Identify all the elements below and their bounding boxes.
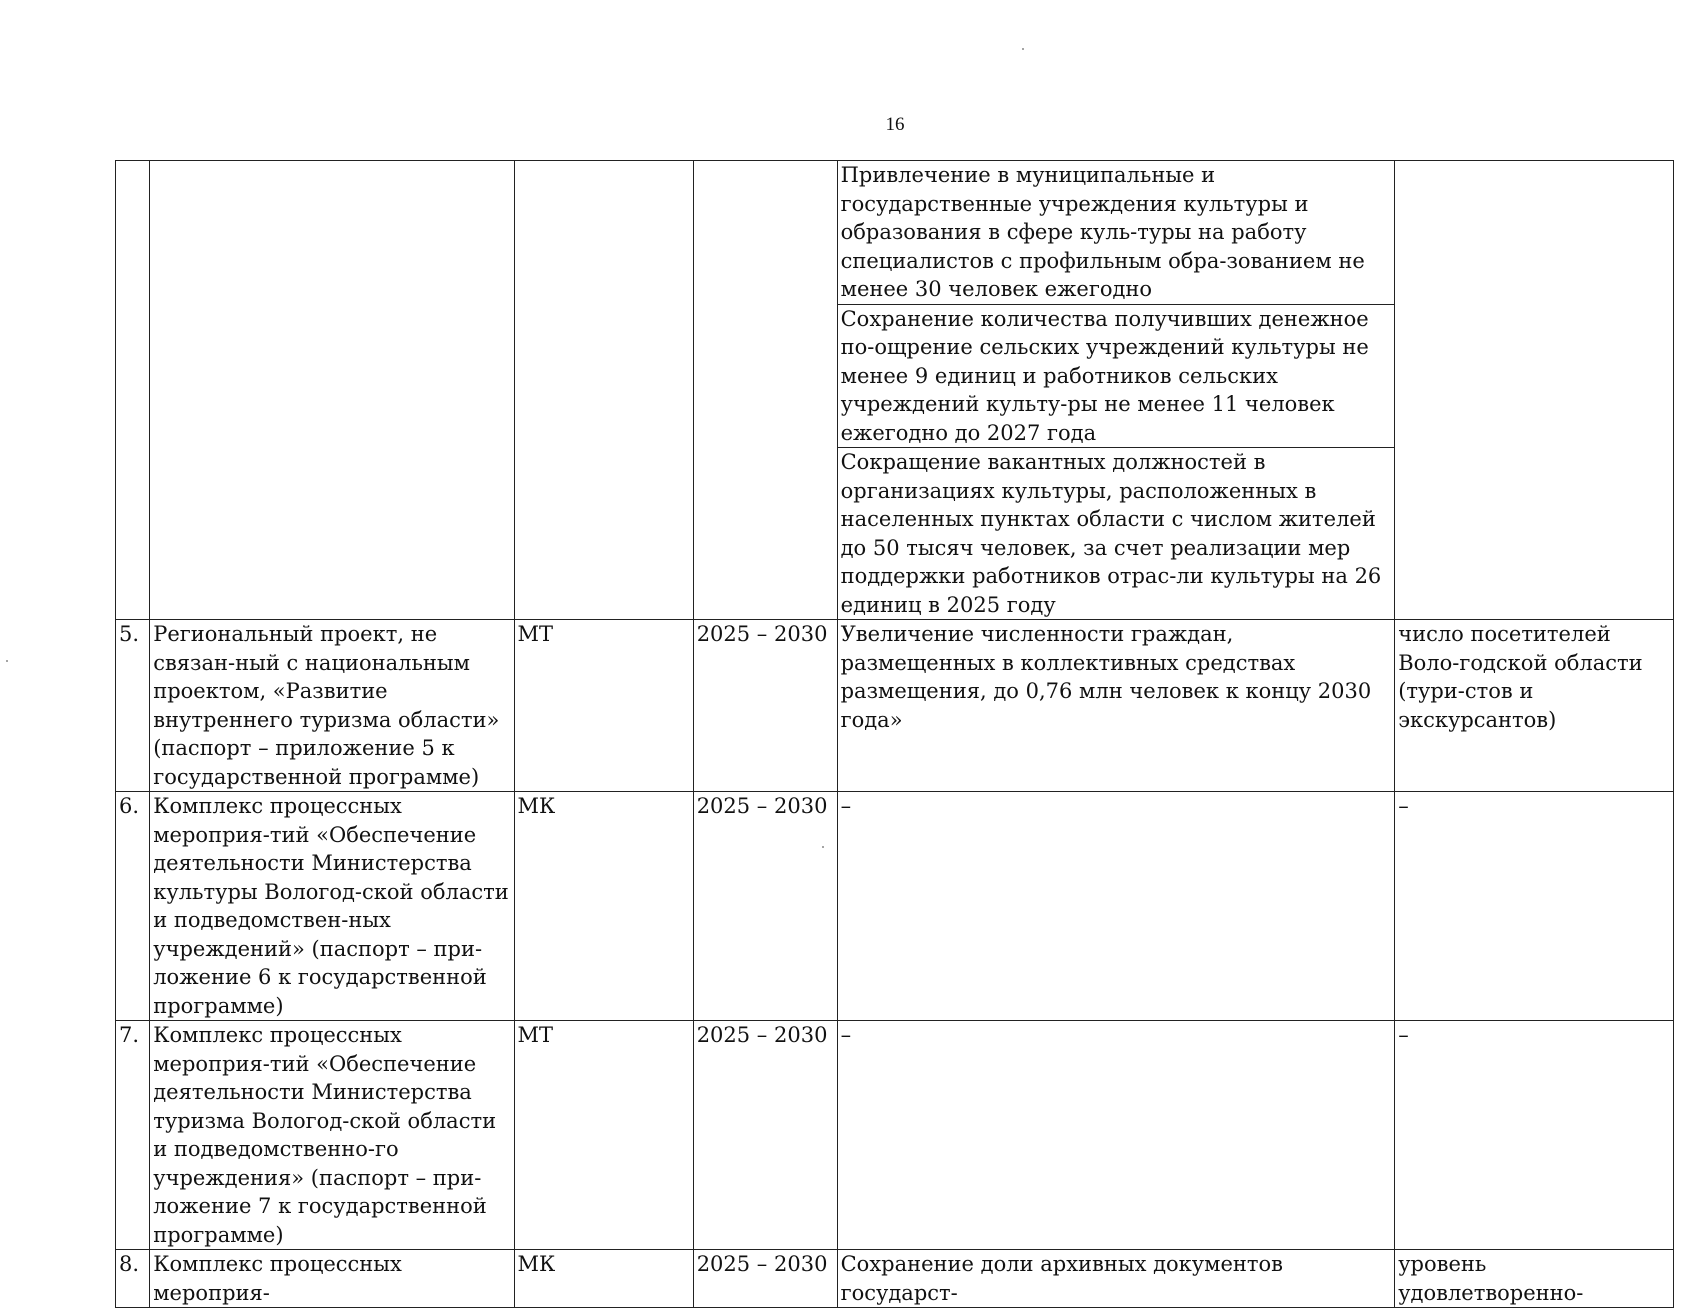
scan-speck [822, 846, 824, 848]
responsible-executor: МТ [514, 620, 693, 792]
row-number: 7. [116, 1021, 150, 1250]
responsible-executor: МК [514, 792, 693, 1021]
table-row [116, 1250, 1674, 1308]
indicator-cell: уровень удовлетворенно- [1395, 1250, 1674, 1308]
result-cell: Увеличение численности граждан, размещенных в коллективных средствах размещения, до 0,76 млн человек к концу 2030 года» [837, 620, 1395, 792]
row-number: 8. [116, 1250, 150, 1308]
result-cell: – [837, 792, 1395, 1021]
table-row [116, 1021, 1674, 1250]
structural-element-name: Комплекс процессных мероприя- [150, 1250, 514, 1308]
structural-element-name: Региональный проект, не связан-ный с национальным проектом, «Развитие внутреннего туризма области» (паспорт – приложение 5 к государственной программе) [150, 620, 514, 792]
continuation-period-cell [693, 161, 837, 620]
table-row [116, 620, 1674, 792]
continuation-num-cell [116, 161, 150, 620]
scan-speck [1022, 48, 1024, 50]
indicator-cell: число посетителей Воло-годской области (тури-стов и экскурсантов) [1395, 620, 1674, 792]
row-number: 5. [116, 620, 150, 792]
responsible-executor: МТ [514, 1021, 693, 1250]
program-structure-table [115, 160, 1674, 1308]
continuation-indicator-cell [1395, 161, 1674, 620]
implementation-period: 2025 – 2030 [693, 1250, 837, 1308]
implementation-period: 2025 – 2030 [693, 792, 837, 1021]
implementation-period: 2025 – 2030 [693, 620, 837, 792]
indicator-cell: – [1395, 1021, 1674, 1250]
row-number: 6. [116, 792, 150, 1021]
responsible-executor: МК [514, 1250, 693, 1308]
structural-element-name: Комплекс процессных мероприя-тий «Обеспечение деятельности Министерства туризма Вологод-ской области и подведомственно-го учреждения» (паспорт – при-ложение 7 к государственной программе) [150, 1021, 514, 1250]
structural-element-name: Комплекс процессных мероприя-тий «Обеспечение деятельности Министерства культуры Вологод-ской области и подведомствен-ных учреждений» (паспорт – при-ложение 6 к государственной программе) [150, 792, 514, 1021]
result-cell: Сохранение доли архивных документов государст- [837, 1250, 1395, 1308]
indicator-cell: – [1395, 792, 1674, 1021]
result-cell: Сохранение количества получивших денежное по-ощрение сельских учреждений культуры не менее 9 единиц и работников сельских учреждений культу-ры не менее 11 человек ежегодно до 2027 года [837, 304, 1395, 448]
implementation-period: 2025 – 2030 [693, 1021, 837, 1250]
scan-speck [6, 660, 8, 662]
continuation-row-1 [116, 161, 1674, 305]
page-number: 16 [885, 114, 905, 135]
continuation-responsible-cell [514, 161, 693, 620]
table-row [116, 792, 1674, 1021]
continuation-name-cell [150, 161, 514, 620]
result-cell: Сокращение вакантных должностей в организациях культуры, расположенных в населенных пунктах области с числом жителей до 50 тысяч человек, за счет реализации мер поддержки работников отрас-ли культуры на 26 единиц в 2025 году [837, 448, 1395, 620]
result-cell: – [837, 1021, 1395, 1250]
result-cell: Привлечение в муниципальные и государственные учреждения культуры и образования в сфере куль-туры на работу специалистов с профильным обра-зованием не менее 30 человек ежегодно [837, 161, 1395, 305]
